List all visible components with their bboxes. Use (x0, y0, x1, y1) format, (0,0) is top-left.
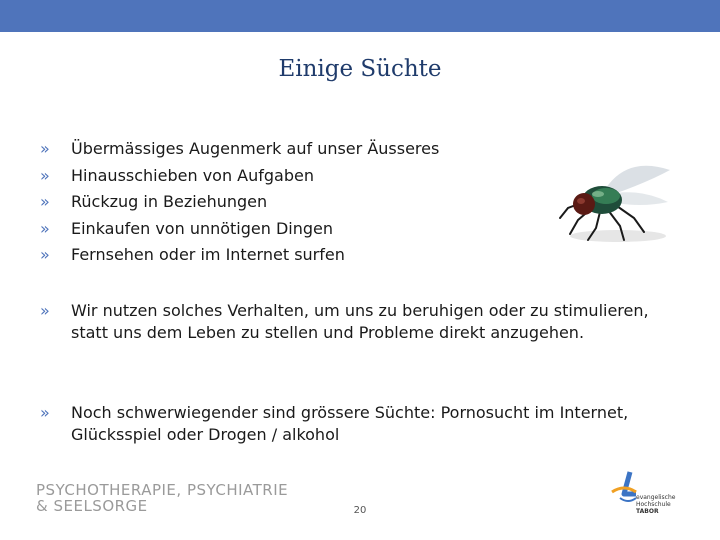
logo-line: TABOR (636, 508, 659, 515)
bullet-marker: » (40, 192, 50, 211)
bullet-marker: » (40, 245, 50, 264)
bullet-marker: » (40, 301, 50, 320)
footer-line: PSYCHOTHERAPIE, PSYCHIATRIE (36, 481, 289, 499)
bullet-text: Einkaufen von unnötigen Dingen (71, 218, 334, 238)
bullet-marker: » (40, 218, 50, 238)
paragraph-behaviour (40, 300, 680, 344)
logo-line: evangelische (636, 494, 676, 501)
paragraph-text: Noch schwerwiegender sind grössere Süchte: Pornosucht im Internet, Glücksspiel oder Drogen / alkohol (71, 403, 629, 444)
bullet-marker: » (40, 403, 50, 422)
bullet-list (40, 136, 439, 269)
bullet-marker: » (40, 165, 50, 185)
page-number: 20 (353, 505, 367, 516)
fly-image (548, 148, 678, 248)
slide-title: Einige Süchte (278, 56, 442, 82)
bullet-text: Rückzug in Beziehungen (71, 192, 268, 211)
top-bar (0, 0, 720, 32)
bullet-item (40, 242, 439, 269)
logo-line: Hochschule (636, 501, 671, 508)
bullet-item (40, 189, 439, 216)
bullet-text: Fernsehen oder im Internet surfen (71, 245, 345, 264)
footer-program-name (36, 482, 288, 514)
bullet-marker: » (40, 139, 50, 158)
bullet-item (40, 136, 439, 163)
bullet-item (40, 216, 439, 243)
bullet-text: Hinausschieben von Aufgaben (71, 165, 314, 185)
bullet-item (40, 163, 439, 190)
bullet-text: Übermässiges Augenmerk auf unser Äusseres (71, 139, 440, 158)
paragraph-addictions (40, 402, 680, 446)
logo-text (636, 494, 675, 515)
paragraph-text: Wir nutzen solches Verhalten, um uns zu beruhigen oder zu stimulieren, statt uns dem Leben zu stellen und Probleme direkt anzugehen. (71, 301, 649, 342)
footer-line: & SEELSORGE (36, 497, 148, 515)
